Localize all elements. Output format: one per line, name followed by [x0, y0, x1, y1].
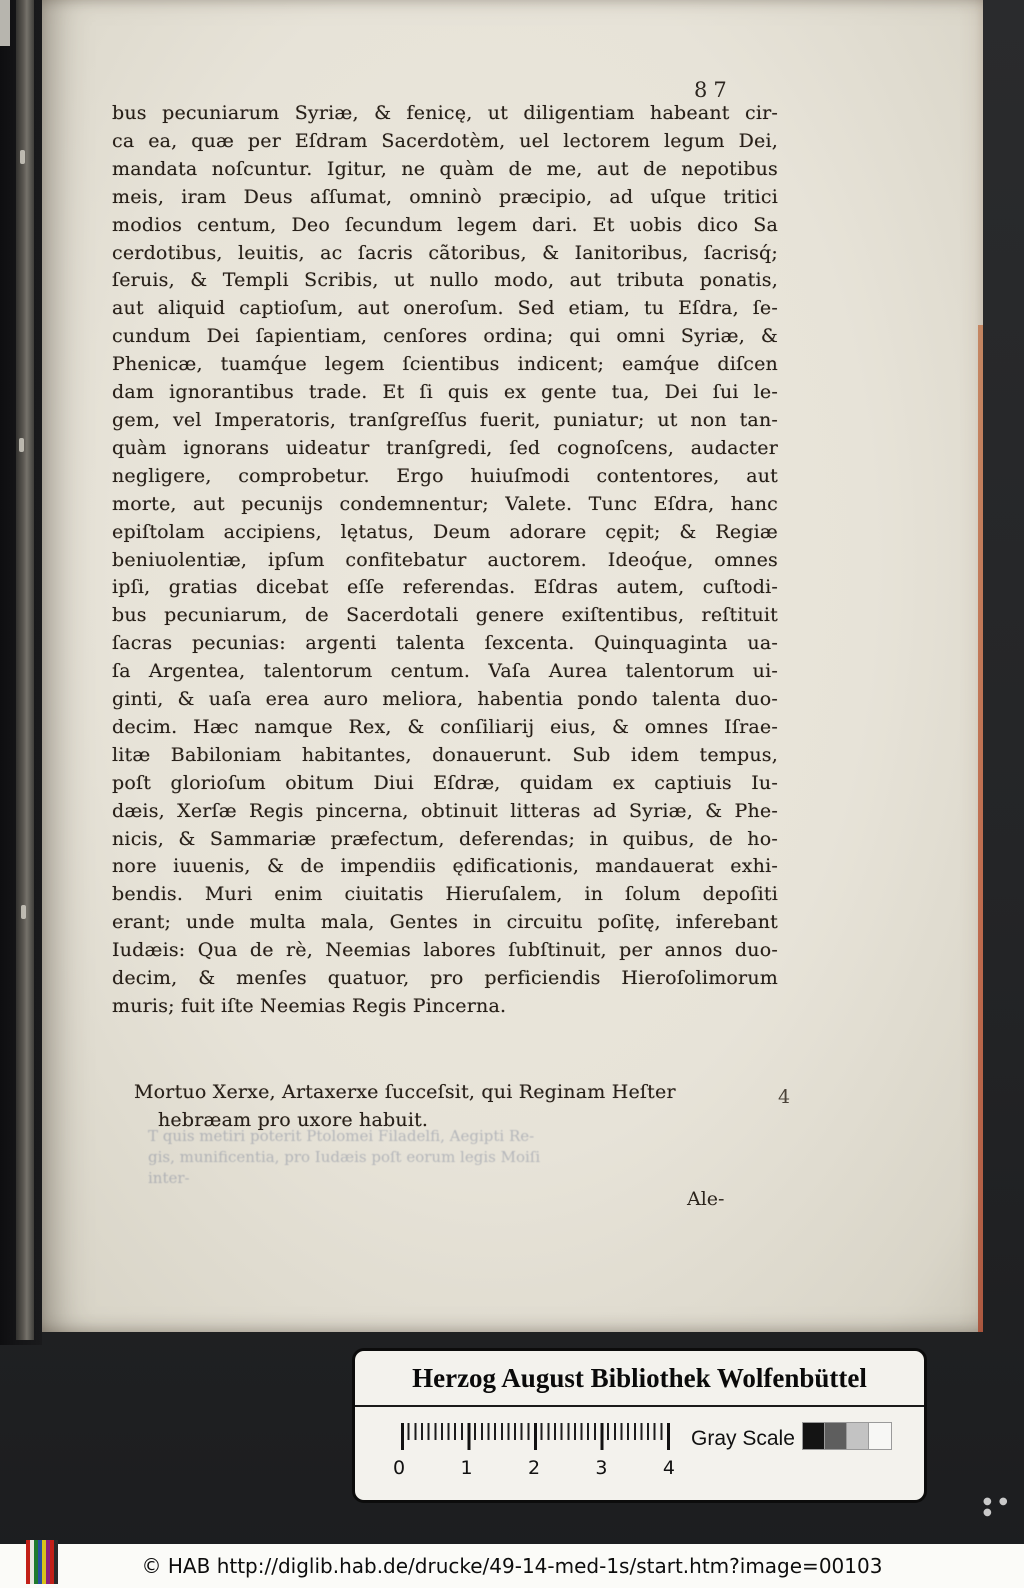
text-line: decim, & menſes quatuor, pro perficiendis Hieroſolimorum — [112, 967, 778, 990]
ghost-line: inter- — [148, 1169, 190, 1187]
text-line: mandata noſcuntur. Igitur, ne quàm de me, aut de nepotibus — [112, 157, 778, 180]
fore-edge-tint — [978, 325, 983, 1332]
page-number: 87 — [694, 78, 733, 102]
text-line: muris; fuit iſte Neemias Regis Pincerna. — [112, 995, 507, 1017]
color-swatch — [803, 1423, 825, 1449]
text-line: ca ea, quæ per Eſdram Sacerdotèm, uel lectorem legum Dei, — [112, 129, 778, 152]
text-line: modios centum, Deo ſecundum legem dari. Et uobis dico Sa — [112, 213, 778, 236]
show-through-text — [148, 1126, 648, 1189]
text-line: ſa Argentea, talentorum centum. Vaſa Aurea talentorum ui- — [112, 660, 778, 683]
text-line: nore iuuenis, & de impendiis ędificationis, mandauerat exhi- — [112, 855, 778, 878]
text-line: decim. Hæc namque Rex, & conſiliarij eius, & omnes Iſrae- — [112, 715, 778, 738]
copyright-text: © HAB http://diglib.hab.de/drucke/49-14-med-1s/start.htm?image=00103 — [141, 1554, 883, 1578]
margin-note: 4 — [778, 1086, 791, 1108]
text-line: ipſi, gratias dicebat eſſe referendas. Eſdras autem, cuſtodi- — [112, 576, 778, 599]
color-swatch — [847, 1423, 869, 1449]
text-line: poſt glorioſum obitum Diui Eſdræ, quidam ex captiuis Iu- — [112, 771, 778, 794]
library-label-plate — [352, 1348, 927, 1503]
color-calibration-strip — [26, 1540, 58, 1584]
text-line: litæ Babiloniam habitantes, donauerunt. Sub idem tempus, — [112, 743, 778, 766]
text-line: cundum Dei ſapientiam, cenſores ordina; qui omni Syriæ, & — [112, 325, 778, 348]
text-line: nicis, & Sammariæ præfectum, deferendas; in quibus, de ho- — [112, 827, 778, 850]
text-line: Iudæis: Qua de rè, Neemias labores ſubſtinuit, per annos duo- — [112, 939, 778, 962]
text-line: negligere, comprobetur. Ergo huiuſmodi contentores, aut — [112, 464, 778, 487]
color-swatch — [54, 1540, 58, 1584]
text-line: bus pecuniarum Syriæ, & fenicę, ut diligentiam habeant cir- — [112, 102, 778, 124]
ruler-major-ticks — [401, 1423, 670, 1450]
text-line: hebræam pro uxore habuit. — [158, 1109, 429, 1131]
book-page-scan — [42, 0, 983, 1332]
text-line: meis, iram Deus aſſumat, omninò præcipio, ad uſque tritici — [112, 185, 778, 208]
binding-thread — [20, 150, 25, 164]
text-line: bendis. Muri enim ciuitatis Hieruſalem, in ſolum depoſiti — [112, 883, 778, 906]
gray-scale-label: Gray Scale — [691, 1427, 795, 1450]
text-line: erant; unde multa mala, Gentes in circuitu poſitę, inferebant — [112, 911, 778, 934]
text-line: Phenicæ, tuamq́ue legem ſcientibus indicent; eamq́ue diſcen — [112, 353, 778, 376]
text-line: ſeruis, & Templi Scribis, ut nullo modo, aut tributa ponatis, — [112, 269, 778, 292]
color-swatch — [869, 1423, 891, 1449]
text-line: cerdotibus, leuitis, ac ſacris cãtoribus, & Ianitoribus, ſacrisq́; — [112, 241, 778, 264]
text-line: dæis, Xerſæ Regis pincerna, obtinuit litteras ad Syriæ, & Phe- — [112, 799, 778, 822]
institution-name: Herzog August Bibliothek Wolfenbüttel — [355, 1351, 924, 1407]
text-line: beniuolentiæ, ipſum confitebatur auctorem. Ideoq́ue, omnes — [112, 548, 778, 571]
ruler-number: 0 — [393, 1457, 406, 1479]
text-line: morte, aut pecunijs condemnentur; Valete. Tunc Eſdra, hanc — [112, 492, 778, 515]
color-swatch — [825, 1423, 847, 1449]
body-text-block — [112, 100, 778, 1021]
ruler-number: 1 — [460, 1457, 473, 1479]
binding-thread — [21, 905, 26, 919]
ruler-number: 2 — [527, 1457, 541, 1479]
text-line: ſacras pecunias: argenti talenta ſexcenta. Quinquaginta ua- — [112, 632, 778, 655]
text-line: epiſtolam accipiens, lętatus, Deum adorare cępit; & Regiæ — [112, 520, 778, 543]
text-line: dam ignorantibus trade. Et ſi quis ex gente tua, Dei ſui le- — [112, 381, 778, 404]
binding-thread — [19, 438, 24, 452]
corner-dots: ● ● ● — [983, 1496, 1010, 1518]
ghost-line: gis, munificentia, pro Iudæis poſt eorum legis Moiſi — [148, 1148, 541, 1166]
ruler-number: 4 — [662, 1457, 675, 1479]
text-line: Mortuo Xerxe, Artaxerxe ſucceſsit, qui Reginam Heſter — [134, 1081, 676, 1103]
text-line: aut aliquid captioſum, aut oneroſum. Sed etiam, tu Eſdra, ſe- — [112, 297, 778, 320]
ruler-numbers — [393, 1457, 675, 1479]
scanner-corner-patch — [0, 0, 10, 46]
page-edges-band — [16, 0, 34, 1340]
text-line: quàm ignorans uideatur tranſgredi, ſed cognoſcens, audacter — [112, 436, 778, 459]
footer-bar — [0, 1544, 1024, 1588]
text-line: bus pecuniarum, de Sacerdotali genere exiſtentibus, reſtituit — [112, 604, 778, 627]
ruler-number: 3 — [595, 1457, 608, 1479]
text-line: gem, vel Imperatoris, tranſgreſſus fuerit, puniatur; ut non tan- — [112, 408, 778, 431]
calibration-area — [355, 1407, 924, 1500]
text-line: ginti, & uaſa erea auro meliora, habentia pondo talenta duo- — [112, 688, 778, 711]
gray-scale-swatches — [803, 1423, 891, 1449]
ghost-line: T quis metiri poterit Ptolomei Filadelfi, Aegipti Re- — [148, 1127, 535, 1145]
catchword: Ale- — [687, 1188, 725, 1210]
